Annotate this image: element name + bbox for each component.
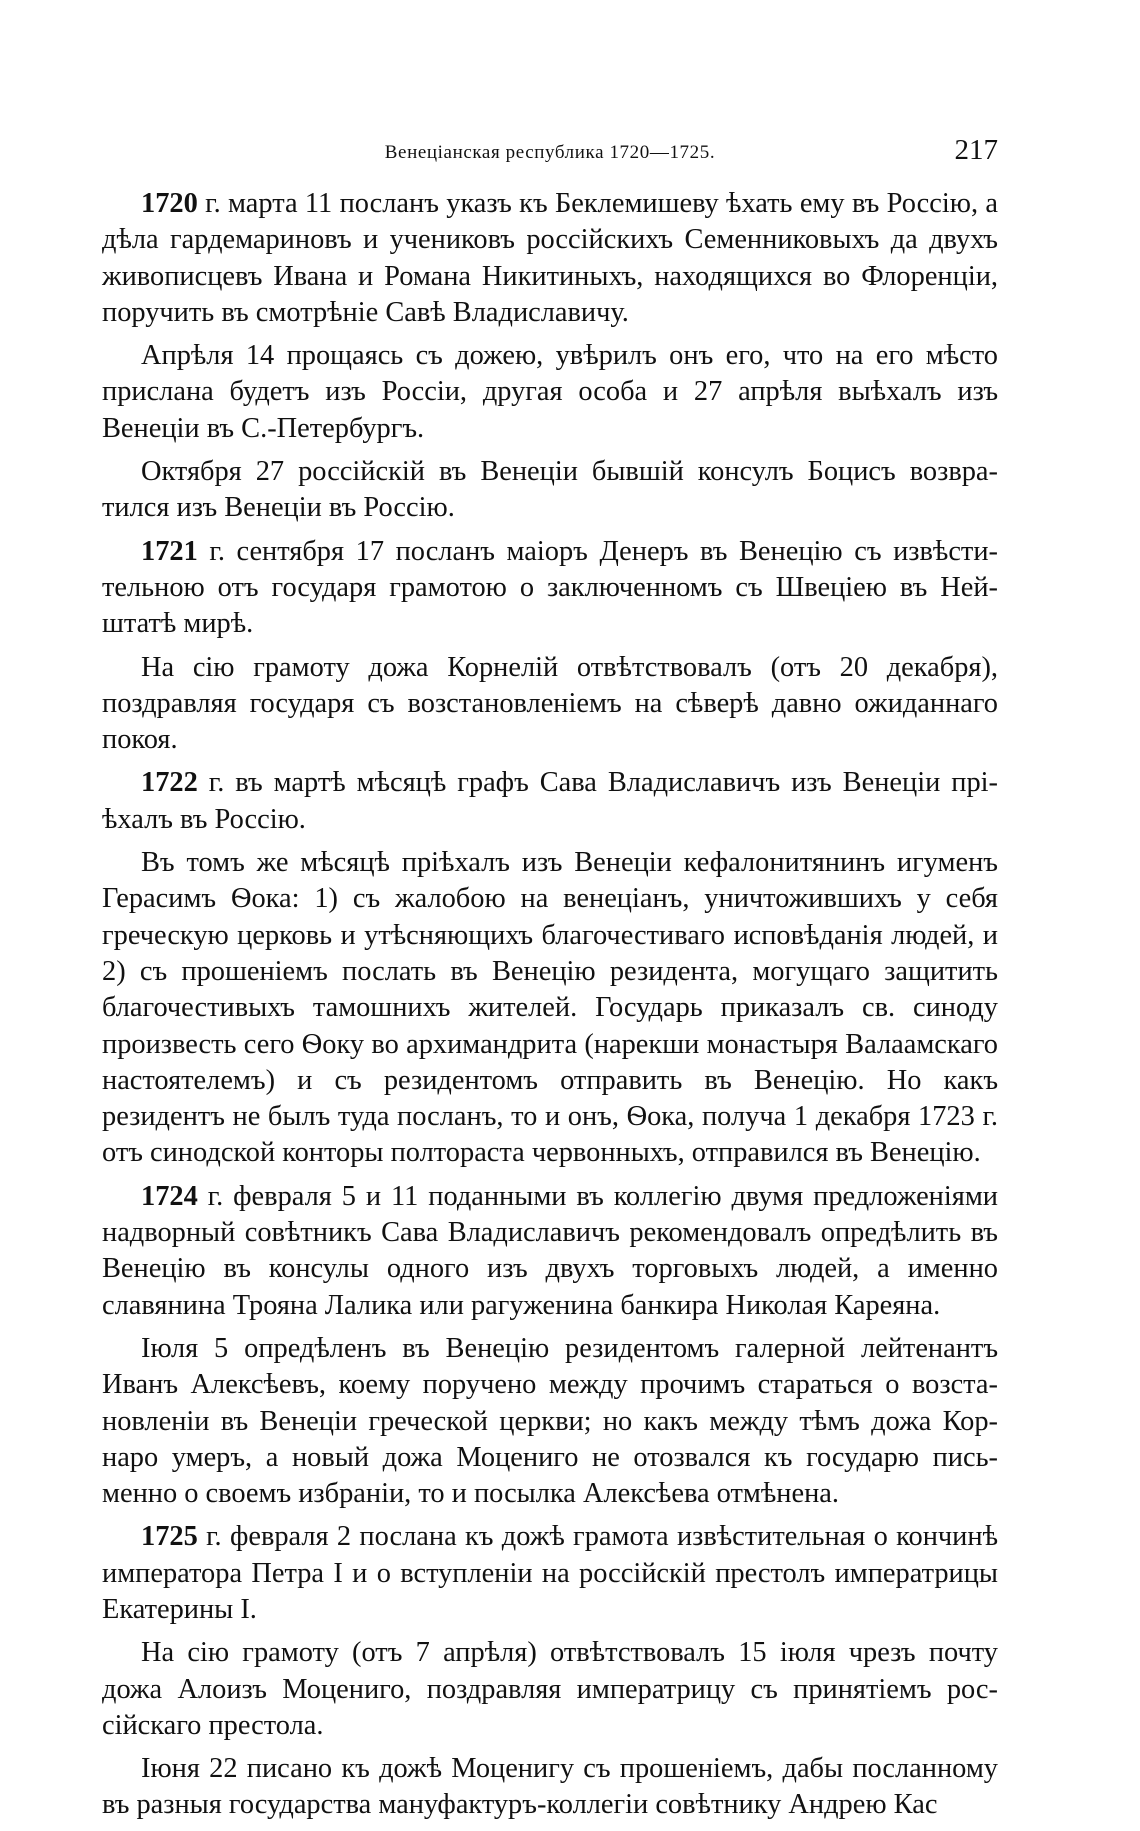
paragraph-1725-reply bbox=[102, 1635, 998, 1744]
paragraph-1722-march bbox=[102, 765, 998, 838]
year-marker: 1721 bbox=[141, 535, 198, 567]
paragraph-1725-june bbox=[102, 1751, 998, 1824]
paragraph-text: На сію грамоту дожа Корнелій отвѣтствовалъ (отъ 20 декабря), поздравляя государя съ возстановленіемъ на сѣверѣ давно ожиданнаго покоя. bbox=[102, 651, 998, 756]
paragraph-text: На сію грамоту (отъ 7 апрѣля) отвѣтствовалъ 15 іюля чрезъ почту дожа Алоизъ Моцениго, поздравляя императрицу съ принятіемъ россійскаго престола. bbox=[102, 1637, 998, 1741]
paragraph-text: Апрѣля 14 прощаясь съ дожею, увѣрилъ онъ его, что на его мѣсто прислана будетъ изъ Россіи, другая особа и 27 апрѣля выѣхалъ изъ Венеціи въ С.-Петербургъ. bbox=[102, 340, 998, 444]
paragraph-text: Октября 27 россійскій въ Венеціи бывшій консулъ Боцисъ возвратился изъ Венеціи въ Россію. bbox=[102, 456, 998, 524]
running-header bbox=[102, 128, 998, 164]
paragraph-1720-october bbox=[102, 454, 998, 527]
paragraph-1720-march bbox=[102, 186, 998, 331]
paragraph-text: г. февраля 2 послана къ дожѣ грамота извѣстительная о кончинѣ императора Петра I и о вступленіи на россійскій престолъ императрицы Екатерины I. bbox=[102, 1521, 998, 1625]
body-text bbox=[102, 186, 998, 1824]
year-marker: 1724 bbox=[141, 1180, 198, 1212]
paragraph-1720-april bbox=[102, 338, 998, 447]
paragraph-1724-february bbox=[102, 1179, 998, 1324]
paragraph-text: г. въ мартѣ мѣсяцѣ графъ Сава Владиславичъ изъ Венеціи пріѣхалъ въ Россію. bbox=[102, 767, 999, 835]
book-page bbox=[102, 128, 998, 1831]
paragraph-1721-september bbox=[102, 534, 998, 643]
year-marker: 1720 bbox=[141, 188, 198, 219]
paragraph-text: г. сентября 17 посланъ маіоръ Денеръ въ Венецію съ извѣстительною отъ государя грамотою о заключенномъ съ Швеціею въ Нейштатѣ мирѣ. bbox=[102, 535, 998, 640]
running-title: Венеціанская республика 1720—1725. bbox=[384, 142, 716, 163]
page-number: 217 bbox=[954, 134, 998, 166]
paragraph-1724-july bbox=[102, 1331, 998, 1512]
paragraph-1725-february bbox=[102, 1519, 998, 1628]
paragraph-text: Іюля 5 опредѣленъ въ Венецію резидентомъ галерной лейтенантъ Иванъ Алексѣевъ, коему поручено между прочимъ стараться о возстановленіи въ Венеціи греческой церкви; но какъ между тѣмъ дожа Корнаро умеръ, а новый дожа Моцениго не отозвался къ государю письменно о своемъ избраніи, то и посылка Алексѣева отмѣнена. bbox=[102, 1332, 998, 1510]
paragraph-1722-gerasim bbox=[102, 845, 998, 1172]
paragraph-text: г. февраля 5 и 11 поданными въ коллегію двумя предложеніями надворный совѣтникъ Сава Владиславичъ рекомендовалъ опредѣлить въ Венецію въ консулы одного изъ двухъ торговыхъ людей, а именно славянина Трояна Лалика или рагуженина банкира Николая Карeяна. bbox=[102, 1180, 998, 1321]
year-marker: 1722 bbox=[141, 767, 198, 799]
paragraph-text: Іюня 22 писано къ дожѣ Моценигу съ прошеніемъ, дабы посланному въ разныя государства мануфактуръ-коллегіи совѣтнику Андрею Кас bbox=[102, 1753, 998, 1821]
paragraph-text: г. марта 11 посланъ указъ къ Беклемишеву ѣхать ему въ Россію, а дѣла гардемариновъ и учениковъ россійскихъ Семенниковыхъ да двухъ живописцевъ Ивана и Романа Никитиныхъ, находящихся во Флоренціи, поручить въ смотрѣніе Савѣ Владиславичу. bbox=[102, 188, 998, 328]
year-marker: 1725 bbox=[141, 1521, 198, 1553]
paragraph-1721-reply bbox=[102, 650, 998, 759]
paragraph-text: Въ томъ же мѣсяцѣ пріѣхалъ изъ Венеціи кефалонитянинъ игуменъ Герасимъ Ѳока: 1) съ жалобою на венеціанъ, уничтожившихъ у себя греческую церковь и утѣсняющихъ благочестиваго исповѣданія людей, и 2) съ прошеніемъ послать въ Венецію резидента, могущаго защитить благочестивыхъ тамошнихъ жителей. Государь приказалъ св. синоду произвесть сего Ѳоку во архимандрита (нарекши монастыря Валаамскаго настоятелемъ) и съ резидентомъ отправить въ Венецію. Но какъ резидентъ не былъ туда посланъ, то и онъ, Ѳока, получа 1 декабря 1723 г. отъ синодской конторы полтораста червонныхъ, отправился въ Венецію. bbox=[102, 847, 998, 1169]
